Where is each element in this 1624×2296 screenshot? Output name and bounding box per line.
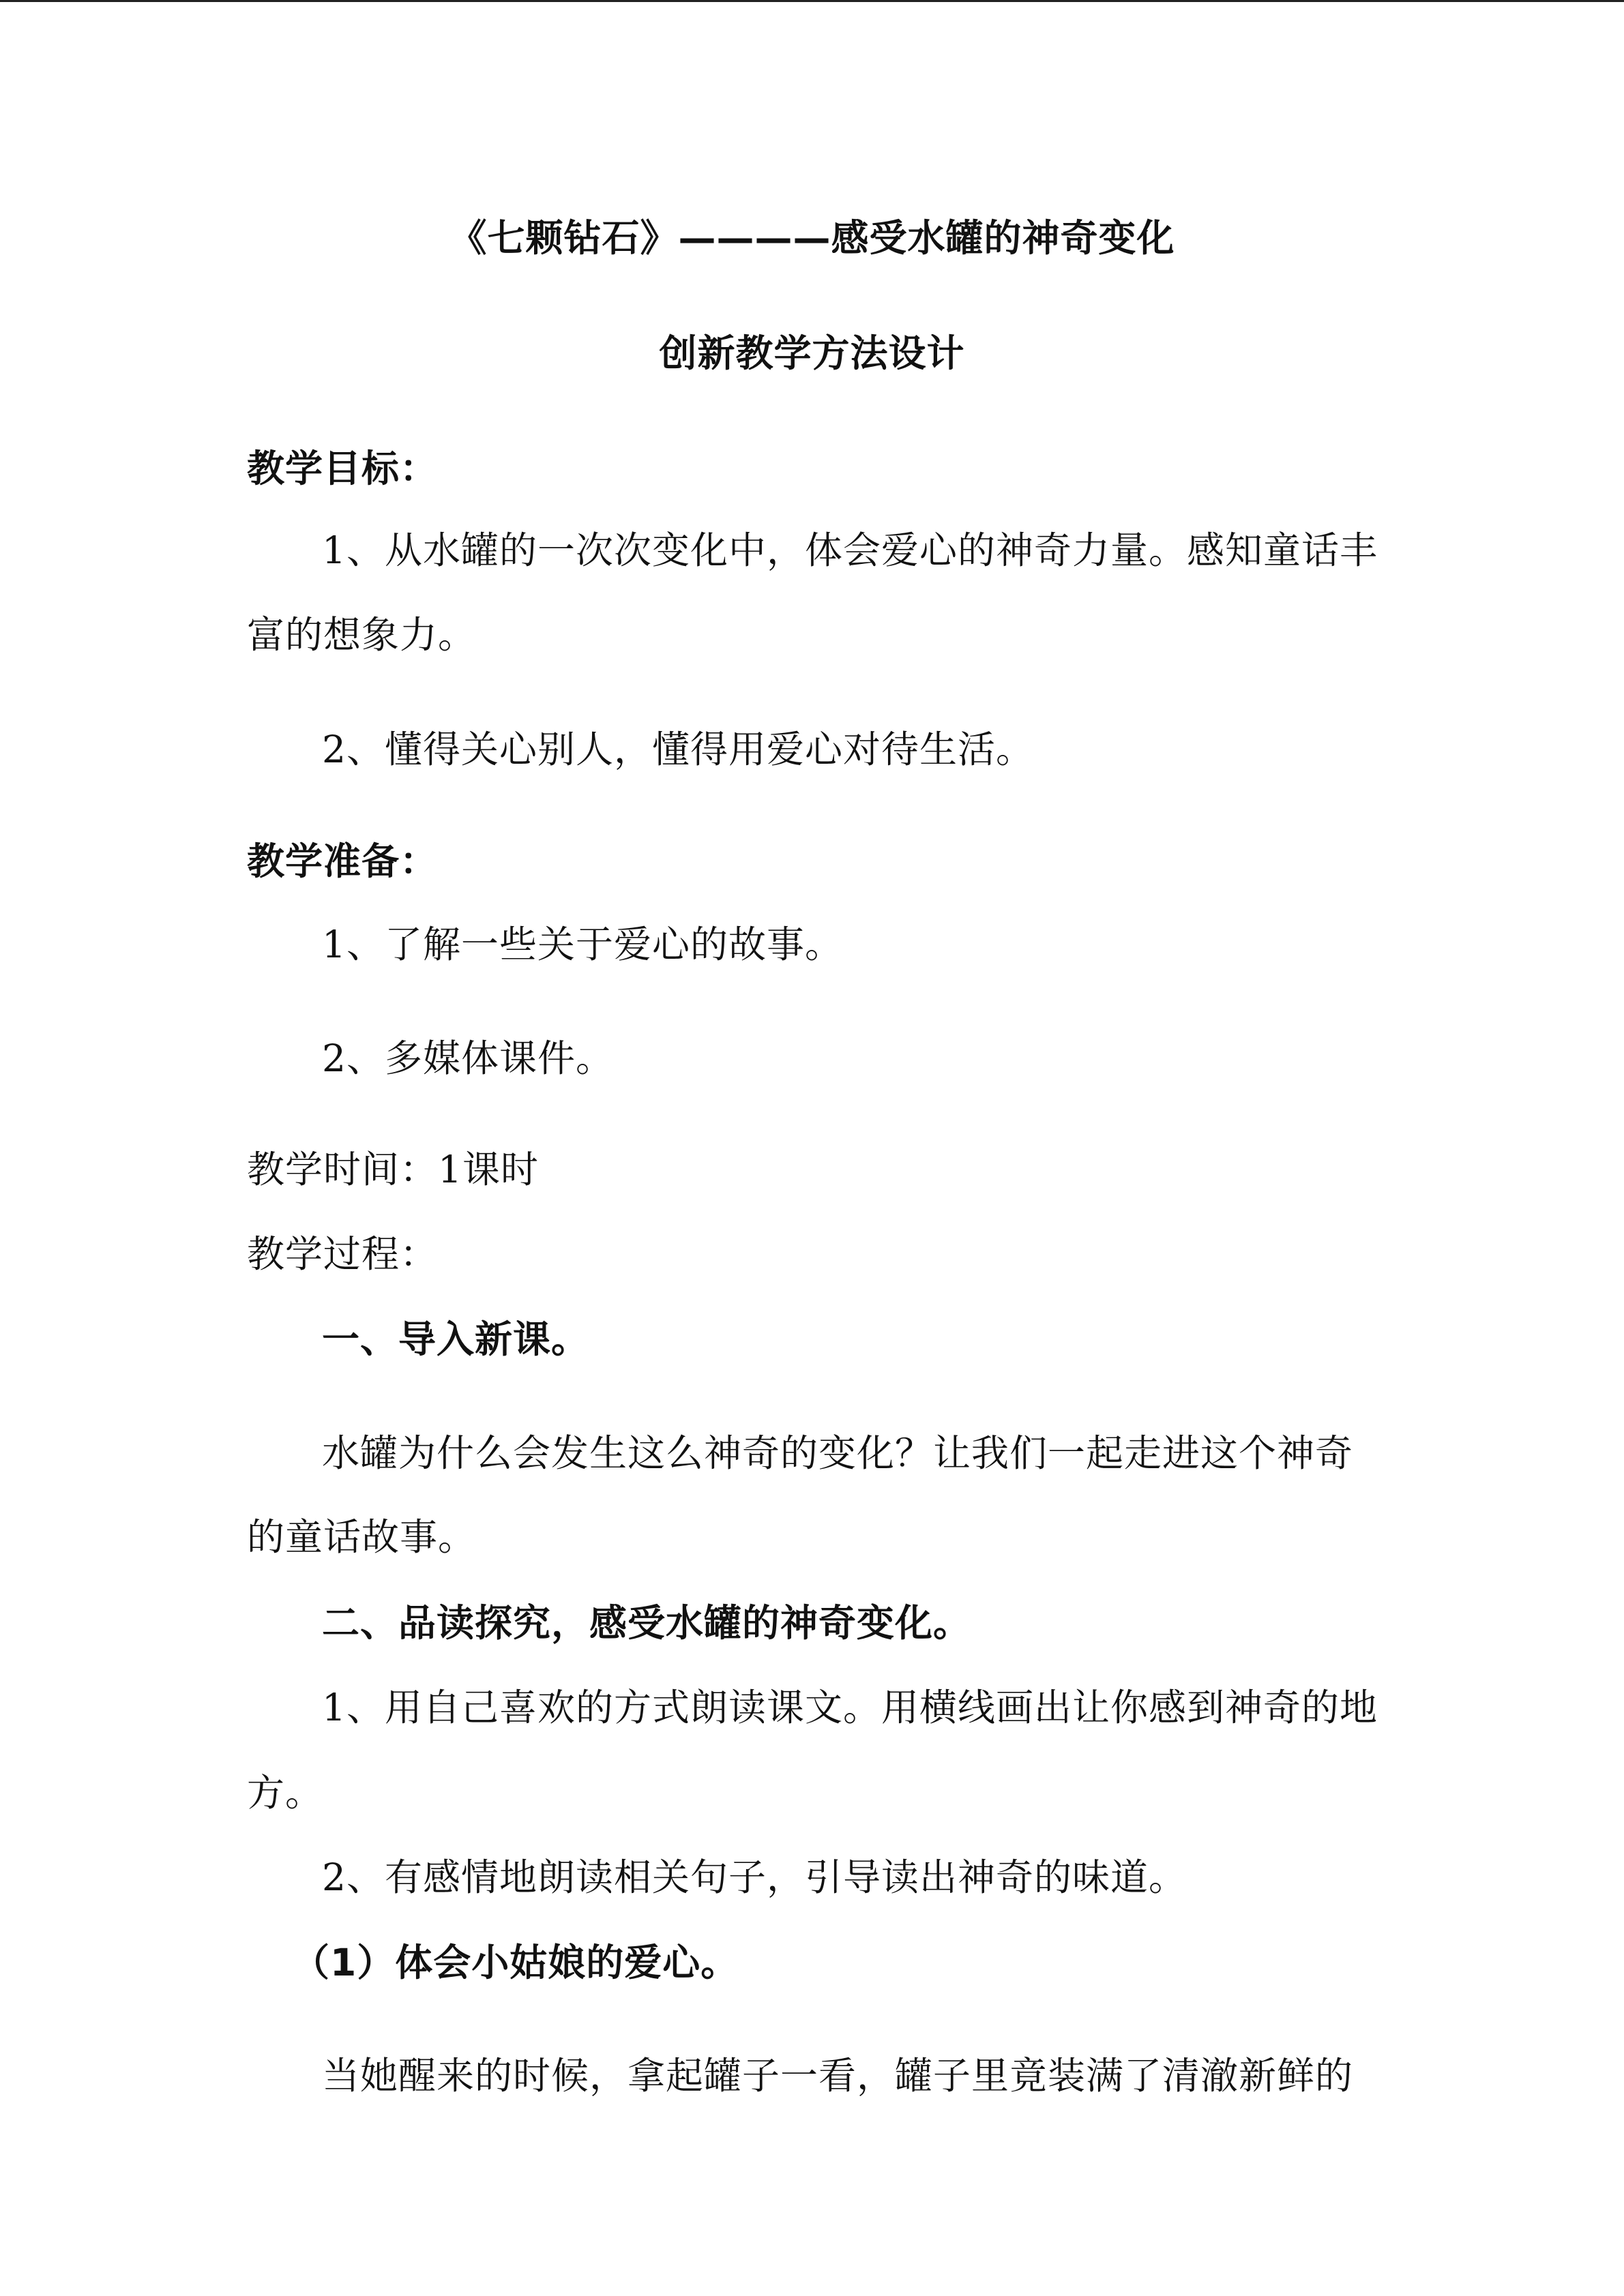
step-1-line-1: 1、用自己喜欢的方式朗读课文。用横线画出让你感到神奇的地 xyxy=(322,1686,1378,1729)
preparation-heading: 教学准备： xyxy=(247,839,439,883)
step-1-line-2: 方。 xyxy=(247,1771,324,1815)
objective-item-2: 2、懂得关心别人，懂得用爱心对待生活。 xyxy=(322,728,1034,771)
objective-item-1-line-2: 富的想象力。 xyxy=(247,613,477,657)
subsection-1-paragraph: 当她醒来的时候，拿起罐子一看，罐子里竟装满了清澈新鲜的 xyxy=(322,2054,1354,2098)
section-1-paragraph-line-1: 水罐为什么会发生这么神奇的变化？让我们一起走进这个神奇 xyxy=(322,1431,1354,1475)
section-2-title: 二、品读探究，感受水罐的神奇变化。 xyxy=(322,1601,972,1645)
step-2: 2、有感情地朗读相关句子，引导读出神奇的味道。 xyxy=(322,1855,1187,1899)
objectives-heading: 教学目标： xyxy=(247,447,439,490)
subsection-1-title: （1）体会小姑娘的爱心。 xyxy=(292,1941,739,1984)
section-1-paragraph-line-2: 的童话故事。 xyxy=(247,1515,477,1559)
preparation-item-2: 2、多媒体课件。 xyxy=(322,1037,614,1080)
document-subtitle: 创新教学方法设计 xyxy=(659,331,965,375)
teaching-time: 教学时间：1课时 xyxy=(247,1148,539,1191)
section-1-title: 一、导入新课。 xyxy=(322,1317,590,1361)
page-top-border xyxy=(0,0,1624,2)
process-heading: 教学过程： xyxy=(247,1232,439,1276)
preparation-item-1: 1、了解一些关于爱心的故事。 xyxy=(322,923,843,966)
objective-item-1-line-1: 1、从水罐的一次次变化中，体会爱心的神奇力量。感知童话丰 xyxy=(322,528,1378,572)
document-title: 《七颗钻石》————感受水罐的神奇变化 xyxy=(449,216,1175,260)
